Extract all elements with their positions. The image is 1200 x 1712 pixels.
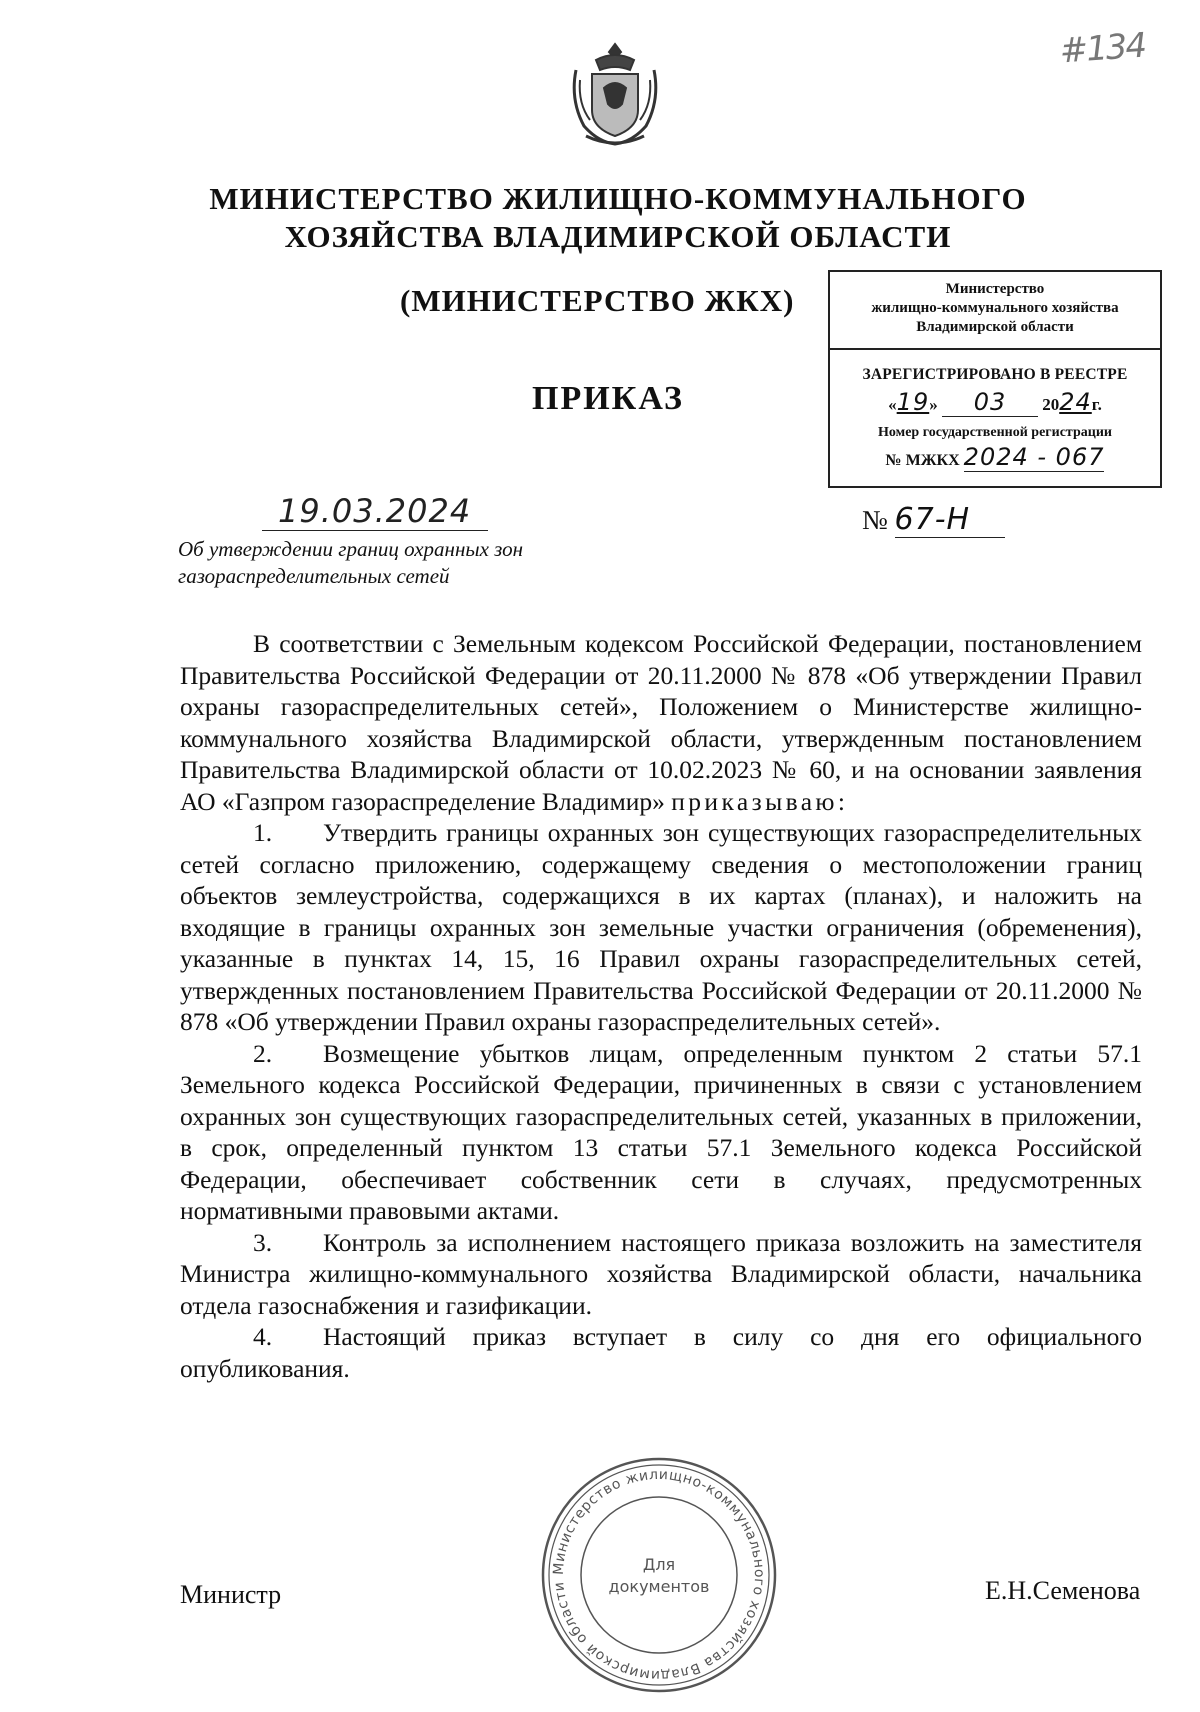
signer-title: Министр <box>180 1580 282 1609</box>
order-item-4 <box>180 1321 1142 1384</box>
order-number-value: 67-Н <box>895 502 1005 538</box>
preamble-text: В соответствии с Земельным кодексом Российской Федерации, постановлением Правительства Российской Федерации от 20.11.2000 № 878 «Об утверждении Правил охраны газораспределительных сетей», Положением о Министерстве жилищно-коммунального хозяйства Владимирской области, утвержденным постановлением Правительства Владимирской области от 10.02.2023 № 60, и на основании заявления АО «Газпром газораспределение Владимир» <box>180 629 1142 816</box>
order-number-label: № <box>862 505 888 535</box>
ministry-abbreviation: (МИНИСТЕРСТВО ЖКХ) <box>400 283 795 318</box>
stamp-year-unit: г. <box>1091 395 1102 414</box>
order-subject <box>178 536 598 590</box>
order-body <box>180 628 1142 1384</box>
stamp-year-prefix: 20 <box>1042 395 1060 414</box>
preamble-action: приказываю: <box>671 786 849 816</box>
stamp-year-suffix: 24 <box>1059 388 1092 416</box>
item-text: Возмещение убытков лицам, определенным пунктом 2 статьи 57.1 Земельного кодекса Российской Федерации, причиненных в связи с установлением охранных зон существующих газораспределительных сетей, указанных в приложении, в срок, определенный пунктом 13 статьи 57.1 Земельного кодекса Российской Федерации, обеспечивает собственник сети в случаях, предусмотренных нормативными правовыми актами. <box>180 1038 1142 1225</box>
handwritten-corner-mark: #134 <box>1058 25 1147 72</box>
stamp-org-line2: жилищно-коммунального хозяйства <box>871 300 1119 316</box>
item-number: 2. <box>253 1038 273 1068</box>
document-type-title: ПРИКАЗ <box>532 380 684 417</box>
item-text: Утвердить границы охранных зон существующих газораспределительных сетей согласно приложению, содержащему сведения о местоположении границ объектов землеустройства, содержащихся в их картах (планах), и наложить на входящие в границы охранных зон земельные участки ограничения (обременения), указанные в пунктах 14, 15, 16 Правил охраны газораспределительных сетей, утвержденных постановлением Правительства Российской Федерации от 20.11.2000 № 878 «Об утверждении Правил охраны газораспределительных сетей». <box>180 818 1142 1036</box>
stamp-reg-number-value: 2024 - 067 <box>963 443 1105 471</box>
item-text: Настоящий приказ вступает в силу со дня его официального опубликования. <box>180 1322 1142 1383</box>
order-number <box>862 502 1005 538</box>
item-number: 4. <box>253 1322 273 1351</box>
order-date-underline <box>262 530 488 531</box>
item-number: 3. <box>253 1227 273 1257</box>
registration-stamp <box>828 270 1162 488</box>
stamp-month: 03 <box>942 388 1038 417</box>
svg-text:Министерство жилищно-коммуналь <box>551 1467 767 1683</box>
order-item-3 <box>180 1227 1142 1322</box>
item-text: Контроль за исполнением настоящего приказа возложить на заместителя Министра жилищно-коммунального хозяйства Владимирской области, начальника отдела газоснабжения и газификации. <box>180 1227 1142 1320</box>
ministry-title <box>0 180 1200 256</box>
ministry-title-line2: ХОЗЯЙСТВА ВЛАДИМИРСКОЙ ОБЛАСТИ <box>284 219 952 254</box>
order-subject-line1: Об утверждении границ охранных зон <box>178 537 524 561</box>
stamp-org-line3: Владимирской области <box>916 319 1074 335</box>
seal-center-line2: документов <box>608 1577 710 1596</box>
preamble-paragraph <box>180 628 1142 817</box>
stamp-day: 19 <box>896 388 930 416</box>
seal-center-line1: Для <box>642 1555 676 1574</box>
seal-ring-text: Министерство жилищно-коммунального хозяйства Владимирской области <box>550 1466 768 1684</box>
stamp-reg-number <box>830 443 1160 471</box>
registration-stamp-org <box>830 272 1160 350</box>
stamp-org-line1: Министерство <box>945 281 1045 297</box>
official-seal <box>536 1452 782 1698</box>
order-item-2 <box>180 1038 1142 1227</box>
stamp-reg-number-prefix: № МЖКХ <box>885 452 960 469</box>
signer-name: Е.Н.Семенова <box>985 1576 1141 1605</box>
order-subject-line2: газораспределительных сетей <box>178 564 450 588</box>
order-date: 19.03.2024 <box>278 492 472 530</box>
stamp-registration-date: «19» 03 2024г. <box>888 388 1102 416</box>
stamp-reg-number-label: Номер государственной регистрации <box>878 425 1112 440</box>
order-item-1 <box>180 817 1142 1038</box>
item-number: 1. <box>253 818 273 847</box>
ministry-title-line1: МИНИСТЕРСТВО ЖИЛИЩНО-КОММУНАЛЬНОГО <box>209 181 1027 216</box>
coat-of-arms-emblem <box>566 40 664 148</box>
stamp-registered-heading: ЗАРЕГИСТРИРОВАНО В РЕЕСТРЕ <box>862 366 1128 383</box>
